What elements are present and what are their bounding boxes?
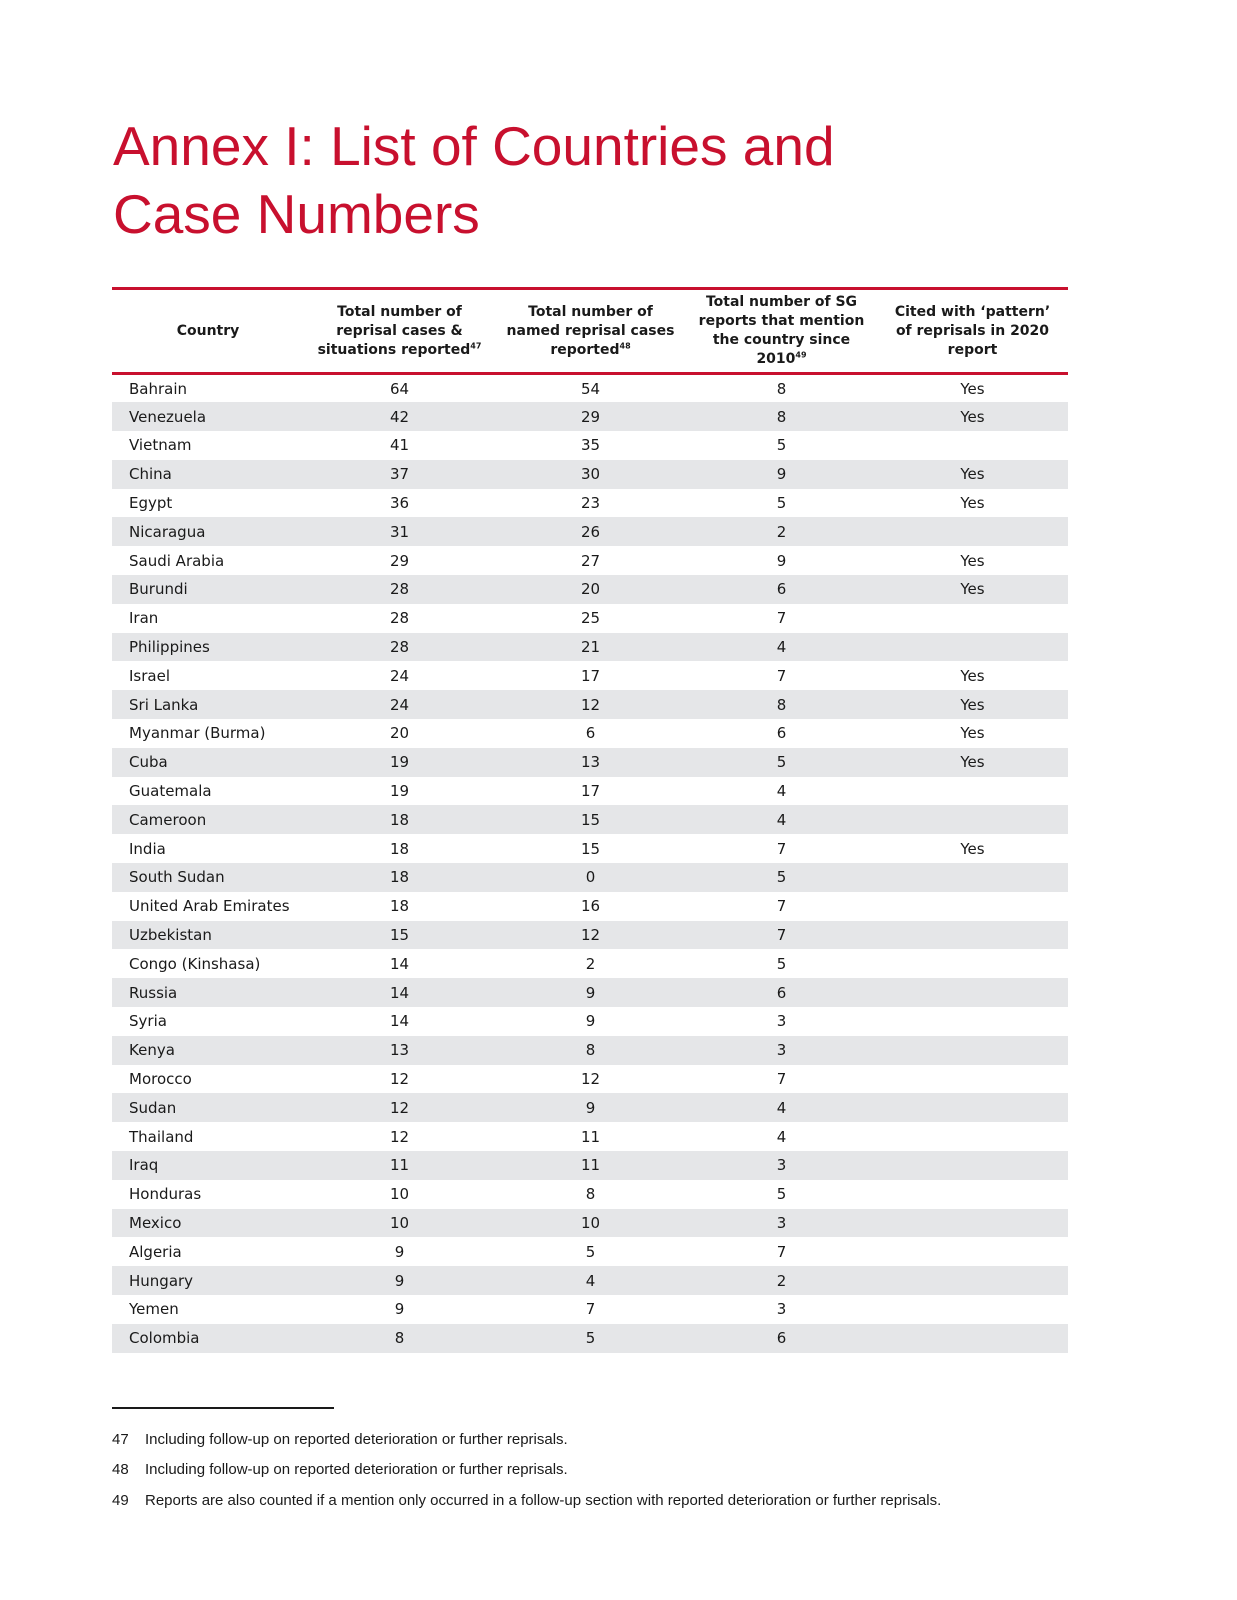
country-cell: United Arab Emirates: [129, 897, 290, 916]
named-cases-cell: 8: [585, 1185, 596, 1204]
reprisal-cases-cell: 12: [389, 1127, 410, 1146]
pattern-cell: [877, 1237, 1068, 1266]
pattern-cell: [877, 1209, 1068, 1238]
reprisal-cases-cell: 19: [389, 753, 410, 772]
table-row: [112, 921, 1068, 950]
pattern-cell: Yes: [960, 465, 985, 484]
footnote-number: 47: [112, 1430, 129, 1448]
named-cases-cell: 23: [580, 494, 601, 513]
country-cell: Yemen: [129, 1300, 179, 1319]
pattern-cell: [877, 1093, 1068, 1122]
country-cell: Philippines: [129, 638, 210, 657]
sg-reports-cell: 2: [776, 522, 787, 541]
sg-reports-cell: 8: [776, 379, 787, 398]
named-cases-cell: 21: [580, 638, 601, 657]
pattern-cell: [877, 517, 1068, 546]
country-cell: Thailand: [129, 1127, 194, 1146]
table-row: [112, 777, 1068, 806]
sg-reports-cell: 7: [776, 897, 787, 916]
pattern-cell: [877, 1266, 1068, 1295]
named-cases-cell: 10: [580, 1214, 601, 1232]
named-cases-cell: 11: [580, 1127, 601, 1146]
country-cell: India: [129, 839, 166, 858]
reprisal-cases-cell: 14: [389, 1012, 410, 1031]
named-cases-cell: 30: [580, 465, 601, 484]
reprisal-cases-cell: 36: [389, 494, 410, 513]
page-title-line-2: Case Numbers: [113, 183, 480, 245]
named-cases-cell: 11: [580, 1156, 601, 1175]
column-header-label: Country: [176, 322, 240, 339]
country-cell: Iraq: [129, 1156, 159, 1175]
country-cell: Kenya: [129, 1041, 175, 1060]
reprisal-cases-cell: 31: [389, 522, 410, 541]
countries-table-container: [112, 287, 1068, 1353]
sg-reports-cell: 3: [776, 1214, 787, 1232]
column-header-5: [877, 289, 1068, 374]
sg-reports-cell: 2: [776, 1271, 787, 1290]
country-cell: Cameroon: [129, 810, 207, 829]
table-header-row: [112, 289, 1068, 374]
reprisal-cases-cell: 42: [389, 407, 410, 426]
table-row: [112, 1036, 1068, 1065]
pattern-cell: [877, 805, 1068, 834]
pattern-cell: [877, 1151, 1068, 1180]
country-cell: Myanmar (Burma): [129, 724, 266, 743]
country-cell: Russia: [129, 983, 178, 1002]
sg-reports-cell: 7: [776, 609, 787, 628]
country-cell: Bahrain: [129, 379, 188, 398]
named-cases-cell: 17: [580, 666, 601, 685]
sg-reports-cell: 5: [776, 753, 787, 772]
column-header-label: Total number of named reprisal cases reported: [506, 303, 675, 358]
table-row: [112, 517, 1068, 546]
named-cases-cell: 20: [580, 580, 601, 599]
table-row: [112, 1180, 1068, 1209]
footnote-text: Including follow-up on reported deterioration or further reprisals.: [145, 1461, 568, 1479]
pattern-cell: [877, 1295, 1068, 1324]
table-row: [112, 374, 1068, 403]
sg-reports-cell: 8: [776, 407, 787, 426]
country-cell: Nicaragua: [129, 522, 206, 541]
pattern-cell: Yes: [960, 494, 985, 513]
country-cell: Congo (Kinshasa): [129, 954, 261, 973]
reprisal-cases-cell: 37: [389, 465, 410, 484]
footnote-48: [112, 1455, 1112, 1486]
pattern-cell: Yes: [960, 724, 985, 743]
sg-reports-cell: 5: [776, 868, 787, 887]
pattern-cell: Yes: [960, 695, 985, 714]
page-title-line-1: Annex I: List of Countries and: [113, 115, 835, 177]
country-cell: Morocco: [129, 1070, 192, 1089]
sg-reports-cell: 5: [776, 954, 787, 973]
country-cell: Israel: [129, 666, 170, 685]
reprisal-cases-cell: 12: [389, 1098, 410, 1117]
reprisal-cases-cell: 11: [389, 1156, 410, 1175]
reprisal-cases-cell: 13: [389, 1041, 410, 1060]
named-cases-cell: 17: [580, 782, 601, 801]
table-row: [112, 805, 1068, 834]
table-row: [112, 661, 1068, 690]
table-row: [112, 1324, 1068, 1353]
table-row: [112, 978, 1068, 1007]
named-cases-cell: 6: [585, 724, 596, 743]
sg-reports-cell: 3: [776, 1156, 787, 1175]
sg-reports-cell: 7: [776, 926, 787, 945]
table-row: [112, 719, 1068, 748]
reprisal-cases-cell: 19: [389, 782, 410, 801]
named-cases-cell: 35: [580, 436, 601, 455]
footnote-47: [112, 1424, 1112, 1455]
named-cases-cell: 5: [585, 1242, 596, 1261]
sg-reports-cell: 7: [776, 839, 787, 858]
named-cases-cell: 2: [585, 954, 596, 973]
named-cases-cell: 13: [580, 753, 601, 772]
reprisal-cases-cell: 24: [389, 695, 410, 714]
table-row: [112, 834, 1068, 863]
pattern-cell: [877, 777, 1068, 806]
sg-reports-cell: 6: [776, 983, 787, 1002]
column-header-2: [304, 289, 495, 374]
footnotes: [112, 1424, 1112, 1516]
named-cases-cell: 27: [580, 551, 601, 570]
sg-reports-cell: 5: [776, 436, 787, 455]
named-cases-cell: 0: [585, 868, 596, 887]
footnote-divider: [112, 1407, 334, 1409]
reprisal-cases-cell: 29: [389, 551, 410, 570]
named-cases-cell: 9: [585, 1098, 596, 1117]
reprisal-cases-cell: 15: [389, 926, 410, 945]
reprisal-cases-cell: 28: [389, 638, 410, 657]
named-cases-cell: 9: [585, 983, 596, 1002]
sg-reports-cell: 5: [776, 1185, 787, 1204]
pattern-cell: [877, 863, 1068, 892]
column-header-3: [495, 289, 686, 374]
named-cases-cell: 12: [580, 1070, 601, 1089]
countries-table: [112, 287, 1068, 1353]
reprisal-cases-cell: 8: [394, 1329, 405, 1348]
sg-reports-cell: 6: [776, 724, 787, 743]
column-header-label: Cited with ‘pattern’ of reprisals in 2020 report: [894, 303, 1051, 358]
pattern-cell: Yes: [960, 551, 985, 570]
country-cell: Venezuela: [129, 407, 207, 426]
reprisal-cases-cell: 10: [389, 1214, 410, 1232]
sg-reports-cell: 4: [776, 1098, 787, 1117]
sg-reports-cell: 3: [776, 1300, 787, 1319]
sg-reports-cell: 6: [776, 580, 787, 599]
sg-reports-cell: 4: [776, 782, 787, 801]
footnote-reference: 49: [795, 350, 807, 360]
reprisal-cases-cell: 64: [389, 379, 410, 398]
reprisal-cases-cell: 9: [394, 1242, 405, 1261]
country-cell: Mexico: [129, 1214, 182, 1232]
table-row: [112, 949, 1068, 978]
pattern-cell: [877, 1007, 1068, 1036]
table-row: [112, 575, 1068, 604]
footnote-number: 48: [112, 1461, 129, 1479]
named-cases-cell: 15: [580, 839, 601, 858]
country-cell: Saudi Arabia: [129, 551, 225, 570]
pattern-cell: [877, 1122, 1068, 1151]
named-cases-cell: 5: [585, 1329, 596, 1348]
country-cell: Guatemala: [129, 782, 212, 801]
sg-reports-cell: 5: [776, 494, 787, 513]
table-header: [112, 289, 1068, 374]
sg-reports-cell: 9: [776, 465, 787, 484]
sg-reports-cell: 7: [776, 1242, 787, 1261]
pattern-cell: [877, 892, 1068, 921]
country-cell: Cuba: [129, 753, 168, 772]
country-cell: Honduras: [129, 1185, 202, 1204]
table-row: [112, 748, 1068, 777]
table-row: [112, 546, 1068, 575]
pattern-cell: [877, 949, 1068, 978]
pattern-cell: Yes: [960, 407, 985, 426]
footnote-text: Including follow-up on reported deterioration or further reprisals.: [145, 1430, 568, 1448]
pattern-cell: [877, 1065, 1068, 1094]
reprisal-cases-cell: 10: [389, 1185, 410, 1204]
reprisal-cases-cell: 14: [389, 983, 410, 1002]
table-row: [112, 1151, 1068, 1180]
country-cell: South Sudan: [129, 868, 225, 887]
named-cases-cell: 25: [580, 609, 601, 628]
sg-reports-cell: 3: [776, 1041, 787, 1060]
country-cell: Egypt: [129, 494, 173, 513]
pattern-cell: [877, 1180, 1068, 1209]
named-cases-cell: 15: [580, 810, 601, 829]
reprisal-cases-cell: 18: [389, 897, 410, 916]
table-row: [112, 1007, 1068, 1036]
sg-reports-cell: 8: [776, 695, 787, 714]
reprisal-cases-cell: 18: [389, 839, 410, 858]
country-cell: China: [129, 465, 172, 484]
table-row: [112, 1209, 1068, 1238]
column-header-label: Total number of reprisal cases & situations reported: [317, 303, 471, 358]
page-title: [113, 112, 1013, 248]
country-cell: Uzbekistan: [129, 926, 212, 945]
reprisal-cases-cell: 20: [389, 724, 410, 743]
sg-reports-cell: 4: [776, 638, 787, 657]
sg-reports-cell: 6: [776, 1329, 787, 1348]
footnote-reference: 47: [470, 340, 482, 350]
pattern-cell: [877, 1036, 1068, 1065]
pattern-cell: Yes: [960, 379, 985, 398]
named-cases-cell: 7: [585, 1300, 596, 1319]
table-row: [112, 402, 1068, 431]
pattern-cell: Yes: [960, 753, 985, 772]
reprisal-cases-cell: 9: [394, 1271, 405, 1290]
column-header-1: [112, 289, 304, 374]
country-cell: Sudan: [129, 1098, 177, 1117]
named-cases-cell: 12: [580, 695, 601, 714]
column-header-label: Total number of SG reports that mention the country since 2010: [698, 294, 865, 367]
pattern-cell: [877, 1324, 1068, 1353]
named-cases-cell: 54: [580, 379, 601, 398]
named-cases-cell: 12: [580, 926, 601, 945]
footnote-text: Reports are also counted if a mention only occurred in a follow-up section with reported deterioration or further reprisals.: [145, 1491, 942, 1509]
pattern-cell: Yes: [960, 580, 985, 599]
table-row: [112, 604, 1068, 633]
table-row: [112, 863, 1068, 892]
named-cases-cell: 26: [580, 522, 601, 541]
column-header-4: [686, 289, 877, 374]
table-row: [112, 690, 1068, 719]
sg-reports-cell: 7: [776, 666, 787, 685]
table-body: [112, 374, 1068, 1353]
pattern-cell: Yes: [960, 666, 985, 685]
named-cases-cell: 29: [580, 407, 601, 426]
table-row: [112, 1065, 1068, 1094]
table-row: [112, 489, 1068, 518]
table-row: [112, 1122, 1068, 1151]
sg-reports-cell: 9: [776, 551, 787, 570]
country-cell: Algeria: [129, 1242, 182, 1261]
reprisal-cases-cell: 18: [389, 810, 410, 829]
reprisal-cases-cell: 9: [394, 1300, 405, 1319]
country-cell: Sri Lanka: [129, 695, 199, 714]
table-row: [112, 633, 1068, 662]
pattern-cell: [877, 921, 1068, 950]
country-cell: Burundi: [129, 580, 188, 599]
country-cell: Colombia: [129, 1329, 200, 1348]
sg-reports-cell: 3: [776, 1012, 787, 1031]
sg-reports-cell: 4: [776, 1127, 787, 1146]
named-cases-cell: 9: [585, 1012, 596, 1031]
table-row: [112, 460, 1068, 489]
country-cell: Iran: [129, 609, 159, 628]
reprisal-cases-cell: 12: [389, 1070, 410, 1089]
named-cases-cell: 16: [580, 897, 601, 916]
reprisal-cases-cell: 28: [389, 580, 410, 599]
country-cell: Vietnam: [129, 436, 192, 455]
table-row: [112, 1237, 1068, 1266]
pattern-cell: [877, 604, 1068, 633]
pattern-cell: [877, 978, 1068, 1007]
table-row: [112, 1266, 1068, 1295]
table-row: [112, 1295, 1068, 1324]
reprisal-cases-cell: 28: [389, 609, 410, 628]
country-cell: Syria: [129, 1012, 167, 1031]
table-row: [112, 1093, 1068, 1122]
table-row: [112, 892, 1068, 921]
reprisal-cases-cell: 18: [389, 868, 410, 887]
country-cell: Hungary: [129, 1271, 194, 1290]
pattern-cell: [877, 633, 1068, 662]
footnote-reference: 48: [619, 340, 631, 350]
footnote-number: 49: [112, 1491, 129, 1509]
table-row: [112, 431, 1068, 460]
reprisal-cases-cell: 41: [389, 436, 410, 455]
footnote-49: [112, 1485, 1112, 1516]
named-cases-cell: 8: [585, 1041, 596, 1060]
reprisal-cases-cell: 14: [389, 954, 410, 973]
pattern-cell: Yes: [960, 839, 985, 858]
named-cases-cell: 4: [585, 1271, 596, 1290]
reprisal-cases-cell: 24: [389, 666, 410, 685]
sg-reports-cell: 7: [776, 1070, 787, 1089]
sg-reports-cell: 4: [776, 810, 787, 829]
pattern-cell: [877, 431, 1068, 460]
